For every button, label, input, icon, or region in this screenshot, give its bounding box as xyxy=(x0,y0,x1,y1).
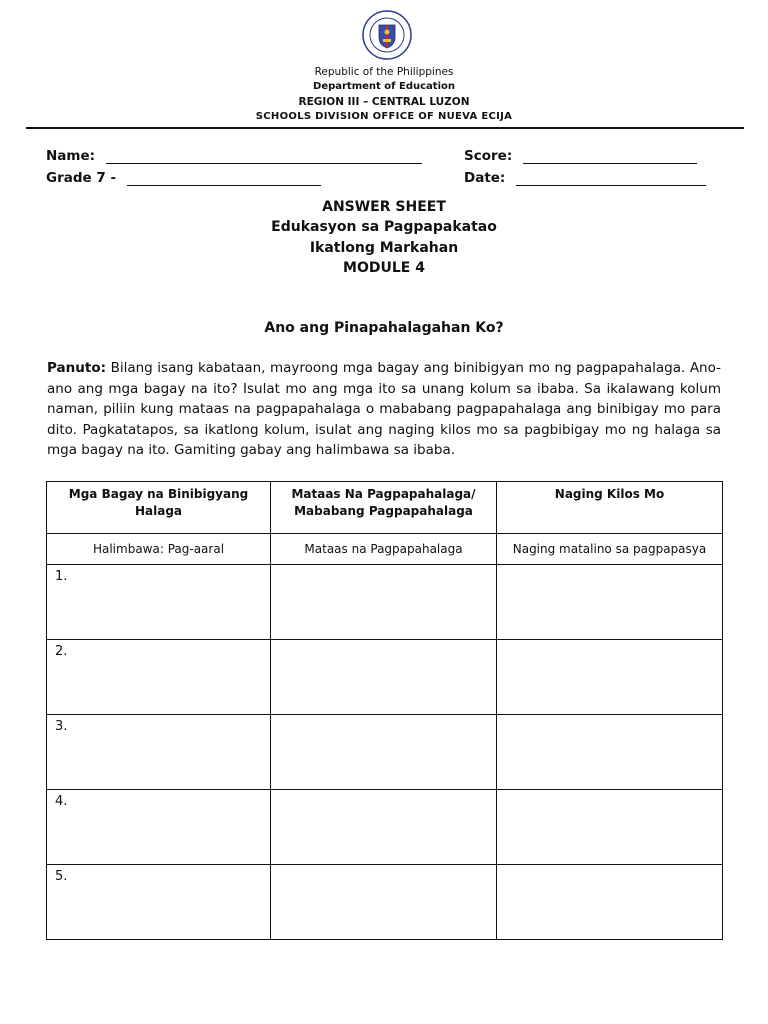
table-header-row xyxy=(47,482,723,534)
table-row xyxy=(47,565,723,640)
department-line: Department of Education xyxy=(313,81,455,92)
lesson-title: Ano ang Pinapahalagahan Ko? xyxy=(264,320,504,336)
name-field[interactable] xyxy=(46,148,422,164)
table-row xyxy=(47,790,723,865)
row-number[interactable]: 2. xyxy=(47,640,271,715)
answer-cell[interactable] xyxy=(271,565,497,640)
header-divider xyxy=(26,127,744,129)
column-header-pagpapahalaga: Mataas Na Pagpapahalaga/ Mababang Pagpapahalaga xyxy=(271,482,497,534)
table-row xyxy=(47,715,723,790)
example-cell: Naging matalino sa pagpapasya xyxy=(497,534,723,565)
name-blank[interactable] xyxy=(106,149,422,164)
date-label: Date: xyxy=(464,170,506,186)
answer-cell[interactable] xyxy=(497,565,723,640)
date-field[interactable] xyxy=(464,170,706,186)
grade-field[interactable] xyxy=(46,170,321,186)
score-field[interactable] xyxy=(464,148,697,164)
quarter-title: Ikatlong Markahan xyxy=(309,240,459,256)
date-blank[interactable] xyxy=(516,171,706,186)
table-row xyxy=(47,865,723,940)
deped-seal-icon xyxy=(362,10,412,60)
answer-cell[interactable] xyxy=(271,715,497,790)
row-number[interactable]: 4. xyxy=(47,790,271,865)
column-header-bagay: Mga Bagay na Binibigyang Halaga xyxy=(47,482,271,534)
republic-line: Republic of the Philippines xyxy=(314,66,454,78)
subject-title: Edukasyon sa Pagpapakatao xyxy=(271,219,497,235)
grade-label: Grade 7 - xyxy=(46,170,117,186)
answer-sheet-title: ANSWER SHEET xyxy=(322,199,446,215)
score-blank[interactable] xyxy=(523,149,697,164)
example-row xyxy=(47,534,723,565)
instructions-label: Panuto: xyxy=(47,360,106,376)
name-label: Name: xyxy=(46,148,96,164)
answer-cell[interactable] xyxy=(271,790,497,865)
example-cell: Halimbawa: Pag-aaral xyxy=(47,534,271,565)
row-number[interactable]: 3. xyxy=(47,715,271,790)
answer-cell[interactable] xyxy=(497,865,723,940)
answer-cell[interactable] xyxy=(497,715,723,790)
module-title: MODULE 4 xyxy=(343,260,425,276)
example-cell: Mataas na Pagpapahalaga xyxy=(271,534,497,565)
region-line: REGION III – CENTRAL LUZON xyxy=(298,96,470,108)
answer-cell[interactable] xyxy=(271,640,497,715)
column-header-kilos: Naging Kilos Mo xyxy=(497,482,723,534)
answer-cell[interactable] xyxy=(271,865,497,940)
instructions xyxy=(47,358,721,461)
instructions-text: Bilang isang kabataan, mayroong mga bagay ang binibigyan mo ng pagpapahalaga. Ano-ano ang mga bagay na ito? Isulat mo ang mga ito sa unang kolum sa ibaba. Sa ikalawang kolum naman, piliin kung mataas na pagpapahalaga o mababang pagpapahalaga ang binibigay mo para dito. Pagkatatapos, sa ikatlong kolum, isulat ang naging kilos mo sa pagbibigay mo ng halaga sa mga bagay na ito. Gamiting gabay ang halimbawa sa ibaba. xyxy=(47,360,721,458)
row-number[interactable]: 1. xyxy=(47,565,271,640)
grade-blank[interactable] xyxy=(127,171,321,186)
row-number[interactable]: 5. xyxy=(47,865,271,940)
division-line: SCHOOLS DIVISION OFFICE OF NUEVA ECIJA xyxy=(255,111,513,122)
answer-cell[interactable] xyxy=(497,790,723,865)
table-row xyxy=(47,640,723,715)
score-label: Score: xyxy=(464,148,513,164)
answer-table xyxy=(46,481,723,940)
answer-cell[interactable] xyxy=(497,640,723,715)
